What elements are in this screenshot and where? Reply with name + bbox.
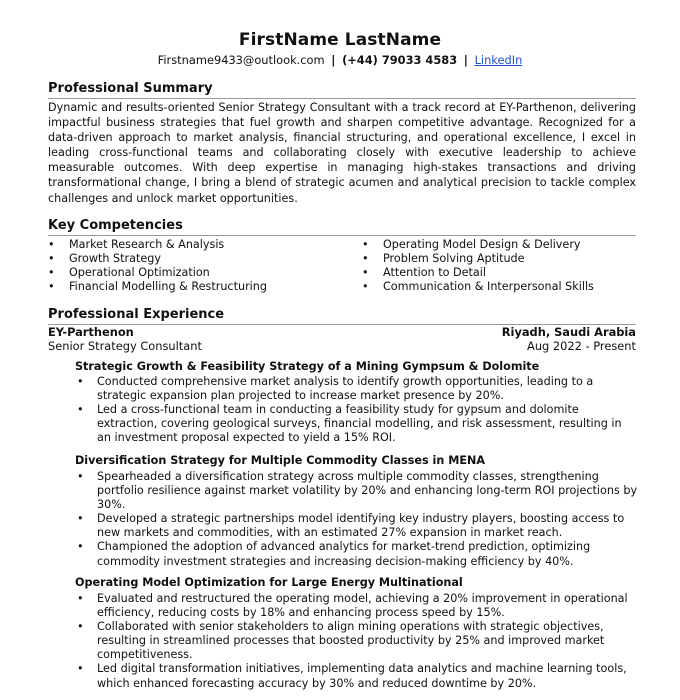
list-item: • Financial Modelling & Restructuring <box>48 280 267 294</box>
list-item: • Operating Model Design & Delivery <box>362 238 594 252</box>
list-item: • Attention to Detail <box>362 266 594 280</box>
project-title: Strategic Growth & Feasibility Strategy of a Mining Gympsum & Dolomite <box>75 360 540 373</box>
list-item: • Evaluated and restructured the operating model, achieving a 20% improvement in operational efficiency, reducing costs by 18% and enhancing process speed by 15%. <box>75 592 638 620</box>
list-item: • Conducted comprehensive market analysis to identify growth opportunities, leading to a strategic expansion plan projected to increase market presence by 20%. <box>75 375 638 403</box>
project-bullets <box>75 375 638 445</box>
section-title-summary: Professional Summary <box>48 81 636 99</box>
list-item: • Led a cross-functional team in conducting a feasibility study for gypsum and dolomite extraction, covering geological surveys, financial modelling, and risk assessment, resulting in an investment proposal expected to yield a 15% ROI. <box>75 403 638 445</box>
project-bullets <box>75 470 638 569</box>
list-item: • Communication & Interpersonal Skills <box>362 280 594 294</box>
project-title: Diversification Strategy for Multiple Commodity Classes in MENA <box>75 454 486 467</box>
list-item: • Championed the adoption of advanced analytics for market-trend prediction, optimizing commodity investment strategies and increasing decision-making efficiency by 40%. <box>75 540 638 568</box>
separator: | <box>463 53 468 67</box>
list-item: • Problem Solving Aptitude <box>362 252 594 266</box>
job-dates: Aug 2022 - Present <box>527 339 636 353</box>
job-location: Riyadh, Saudi Arabia <box>501 325 636 339</box>
separator: | <box>331 53 336 67</box>
competencies-left-list <box>48 238 267 294</box>
email-text: Firstname9433@outlook.com <box>157 53 325 67</box>
contact-line <box>0 53 680 67</box>
list-item: • Growth Strategy <box>48 252 267 266</box>
section-title-competencies: Key Competencies <box>48 218 636 236</box>
candidate-name: FirstName LastName <box>238 30 442 50</box>
list-item: • Led digital transformation initiatives, implementing data analytics and machine learning tools, which enhanced forecasting accuracy by 30% and reduced downtime by 20%. <box>75 662 638 690</box>
company-name: EY-Parthenon <box>48 325 134 339</box>
list-item: • Collaborated with senior stakeholders to align mining operations with strategic objectives, resulting in streamlined processes that boosted productivity by 25% and improved market competitiveness. <box>75 620 638 662</box>
job-role: Senior Strategy Consultant <box>48 339 202 353</box>
project-bullets <box>75 592 638 691</box>
list-item: • Operational Optimization <box>48 266 267 280</box>
linkedin-link[interactable]: LinkedIn <box>474 53 523 67</box>
list-item: • Spearheaded a diversification strategy across multiple commodity classes, strengthening portfolio resilience against market volatility by 20% and enhancing long-term ROI projections by 30%. <box>75 470 638 512</box>
section-title-experience: Professional Experience <box>48 307 636 325</box>
list-item: • Developed a strategic partnerships model identifying key industry players, boosting access to new markets and commodities, with an estimated 27% expansion in market reach. <box>75 512 638 540</box>
phone-text: (+44) 79033 4583 <box>342 53 458 67</box>
summary-text: Dynamic and results-oriented Senior Strategy Consultant with a track record at EY-Parthenon, delivering impactful business strategies that fuel growth and sharpen competitive advantage. Recognized for a data-driven approach to market analysis, financial structuring, and operational excellence, I excel in leading cross-functional teams and collaborating closely with executive leadership to achieve measurable outcomes. With deep expertise in managing high-stakes transactions and driving transformational change, I bring a blend of strategic acumen and analytical precision to tackle complex challenges and unlock market opportunities. <box>48 101 636 205</box>
project-title: Operating Model Optimization for Large Energy Multinational <box>75 576 463 589</box>
list-item: • Market Research & Analysis <box>48 238 267 252</box>
competencies-right-list <box>362 238 594 294</box>
